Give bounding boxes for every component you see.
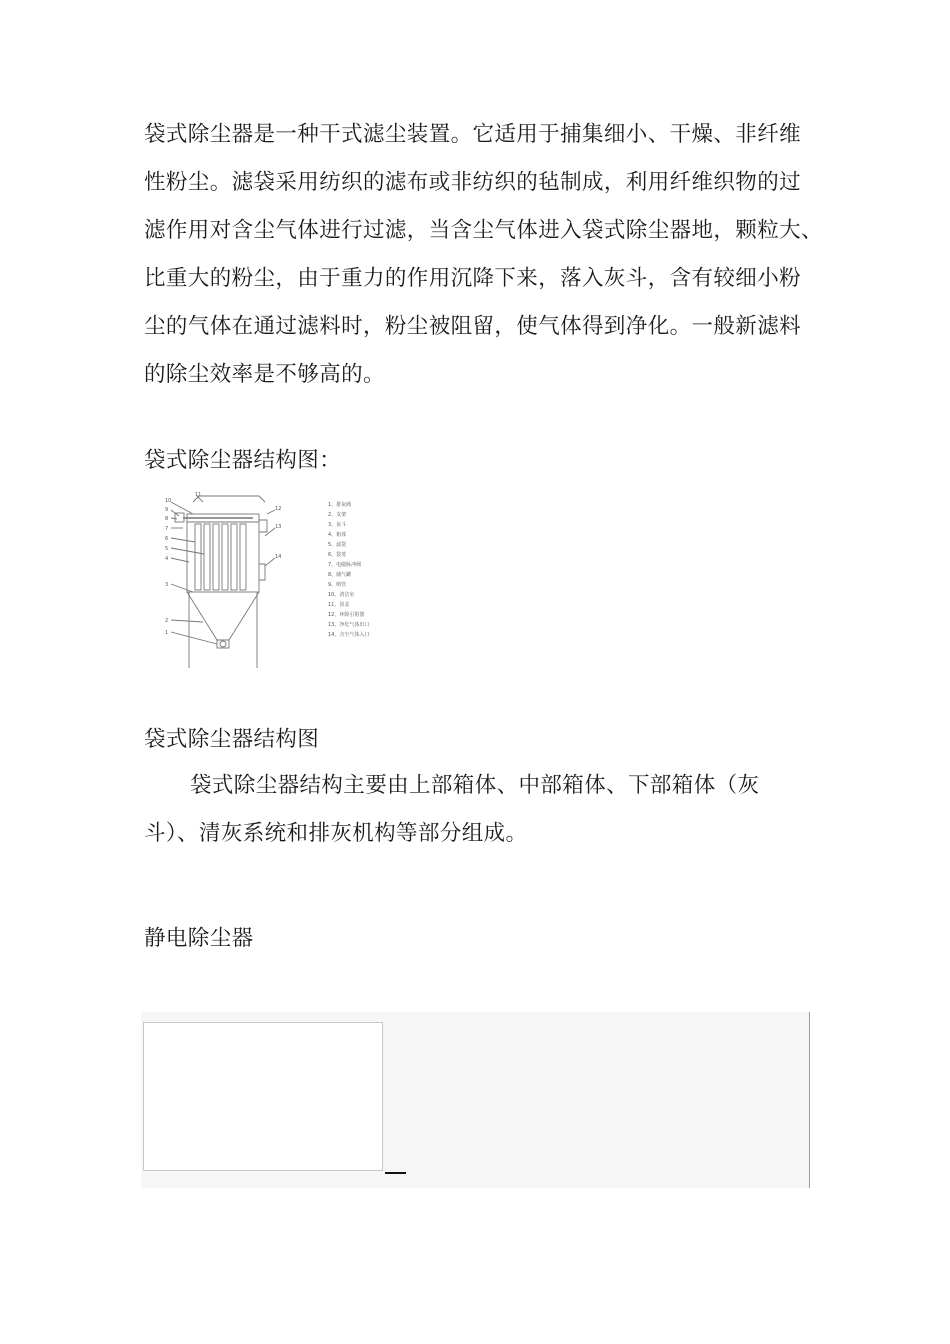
legend-item-8: 8、储气罐 <box>328 572 352 578</box>
callout-5: 5 <box>165 546 169 552</box>
callout-4: 4 <box>165 556 169 562</box>
legend-item-11: 11、顶盖 <box>328 602 350 608</box>
callout-7: 7 <box>165 526 169 532</box>
section-title: 静电除尘器 <box>144 926 254 951</box>
intro-line-5: 尘的气体在通过滤料时，粉尘被阻留，使气体得到净化。一般新滤料 <box>144 314 802 339</box>
frame-marker <box>385 1172 406 1174</box>
callout-1: 1 <box>165 630 169 636</box>
legend-item-2: 2、支架 <box>328 512 347 518</box>
intro-line-6: 的除尘效率是不够高的。 <box>144 362 385 387</box>
legend-item-4: 4、箱体 <box>328 532 347 538</box>
callout-9: 9 <box>165 507 169 513</box>
legend-item-7: 7、电磁脉冲阀 <box>328 562 362 568</box>
diagram-legend <box>328 501 369 638</box>
legend-item-5: 5、滤袋 <box>328 542 347 548</box>
structure-heading: 袋式除尘器结构图： <box>144 448 342 473</box>
callout-12: 12 <box>275 506 282 512</box>
structure-line-1: 袋式除尘器结构主要由上部箱体、中部箱体、下部箱体（灰 <box>190 773 760 798</box>
callout-10: 10 <box>165 498 172 504</box>
callout-11: 11 <box>195 492 202 498</box>
image-placeholder <box>143 1022 383 1171</box>
callout-3: 3 <box>165 582 169 588</box>
structure-paragraph <box>144 762 806 858</box>
intro-line-1: 袋式除尘器是一种干式滤尘装置。它适用于捕集细小、干燥、非纤维 <box>144 122 802 147</box>
figure-caption: 袋式除尘器结构图 <box>144 727 320 752</box>
structure-line-2: 斗）、清灰系统和排灰机构等部分组成。 <box>144 821 528 846</box>
legend-item-6: 6、袋笼 <box>328 552 347 558</box>
legend-item-3: 3、灰斗 <box>328 522 347 528</box>
intro-line-2: 性粉尘。滤袋采用纺织的滤布或非纺织的毡制成，利用纤维织物的过 <box>144 170 802 195</box>
callout-6: 6 <box>165 536 169 542</box>
legend-item-12: 12、环隙引射器 <box>328 612 365 618</box>
callout-14: 14 <box>275 554 282 560</box>
callout-2: 2 <box>165 618 169 624</box>
callout-13: 13 <box>275 524 282 530</box>
legend-item-10: 10、清洁室 <box>328 592 355 598</box>
intro-paragraph <box>144 111 823 399</box>
intro-line-3: 滤作用对含尘气体进行过滤，当含尘气体进入袋式除尘器地，颗粒大、 <box>144 218 823 243</box>
legend-item-1: 1、排灰阀 <box>328 502 352 508</box>
intro-line-4: 比重大的粉尘，由于重力的作用沉降下来，落入灰斗，含有较细小粉 <box>144 266 802 291</box>
legend-item-14: 14、含尘气体入口 <box>328 632 370 638</box>
bag-filter-structure-diagram <box>163 492 393 672</box>
legend-item-9: 9、喷管 <box>328 582 347 588</box>
legend-item-13: 13、净化气体出口 <box>328 622 370 628</box>
callout-8: 8 <box>165 516 169 522</box>
embedded-object-frame <box>141 1012 810 1188</box>
